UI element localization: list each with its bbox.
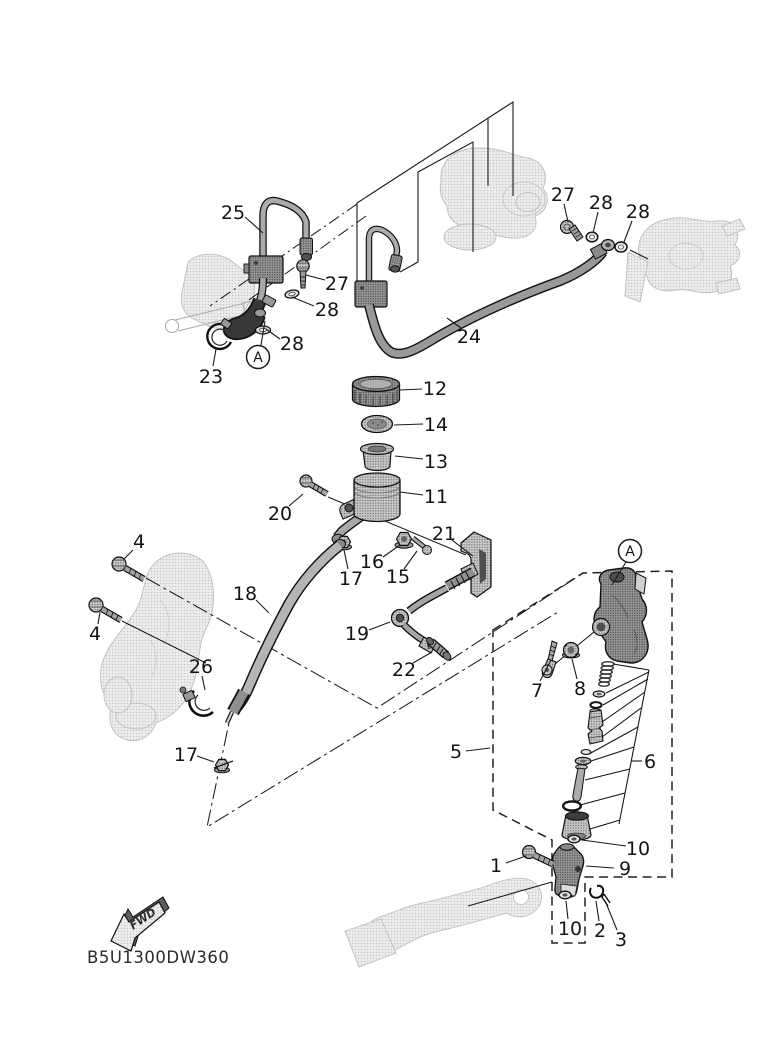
reservoir-cap-12	[353, 377, 400, 408]
leader-line	[566, 901, 568, 919]
callout-9[interactable]: 9	[618, 858, 632, 880]
leader-line	[564, 204, 568, 222]
washer-10-lower	[559, 891, 571, 899]
flange-nut-17-lower	[214, 759, 233, 772]
clevis-joint-9	[552, 844, 583, 897]
leader-line	[586, 866, 614, 868]
leader-line	[582, 840, 626, 846]
washer-28-left-upper	[284, 289, 299, 299]
callout-7[interactable]: 7	[530, 680, 544, 702]
cylinder-kit-6-leader-fan	[580, 664, 649, 829]
leader-line	[383, 545, 400, 557]
bolt-4-upper	[112, 557, 144, 579]
callout-4[interactable]: 4	[132, 531, 146, 553]
banjo-bolt-27-right	[561, 221, 584, 242]
leader-line	[266, 329, 280, 339]
callout-19[interactable]: 19	[344, 623, 370, 645]
leader-line	[394, 424, 423, 425]
cylinder-kit-6-parts	[562, 662, 614, 840]
leader-line	[306, 275, 325, 280]
callout-10[interactable]: 10	[557, 918, 583, 940]
callout-28[interactable]: 28	[588, 192, 614, 214]
leader-line	[369, 622, 390, 630]
callout-15[interactable]: 15	[385, 566, 411, 588]
callout-25[interactable]: 25	[220, 202, 246, 224]
reservoir-hose-18	[227, 540, 346, 724]
callout-27[interactable]: 27	[324, 273, 350, 295]
leader-line	[395, 456, 423, 459]
callout-17[interactable]: 17	[173, 744, 199, 766]
ghost-brake-pedal	[345, 878, 542, 967]
callout-22[interactable]: 22	[391, 659, 417, 681]
clip-2	[590, 886, 603, 898]
callout-24[interactable]: 24	[456, 326, 482, 348]
callout-28[interactable]: 28	[314, 299, 340, 321]
callout-12[interactable]: 12	[422, 378, 448, 400]
callout-13[interactable]: 13	[423, 451, 449, 473]
ghost-engine	[440, 148, 547, 250]
callout-10[interactable]: 10	[625, 838, 651, 860]
callout-27[interactable]: 27	[550, 184, 576, 206]
leader-line	[400, 492, 423, 495]
callout-3[interactable]: 3	[614, 929, 628, 951]
callout-11[interactable]: 11	[423, 486, 449, 508]
washer-28-right-a	[586, 232, 598, 242]
callout-21[interactable]: 21	[431, 523, 457, 545]
callout-2[interactable]: 2	[593, 920, 607, 942]
bolt-1	[522, 846, 553, 866]
fwd-arrow	[111, 897, 169, 951]
leader-line	[624, 221, 632, 242]
leader-line	[400, 389, 422, 390]
bolt-4-lower	[89, 598, 121, 620]
reservoir-tank-11	[332, 473, 400, 544]
leader-line	[202, 676, 205, 690]
washer-10-upper	[568, 835, 580, 843]
flange-nut-16	[395, 533, 413, 549]
part-code: B5U1300DW360	[87, 948, 230, 967]
leader-line	[197, 756, 214, 762]
callout-23[interactable]: 23	[198, 366, 224, 388]
fwd-label: FWD	[127, 905, 159, 933]
bracket-21	[461, 532, 491, 597]
callout-4[interactable]: 4	[88, 623, 102, 645]
reservoir-bolt-20	[300, 475, 327, 494]
brake-pipe-25	[263, 201, 313, 261]
callout-26[interactable]: 26	[188, 656, 214, 678]
callout-5[interactable]: 5	[449, 741, 463, 763]
leader-line	[344, 550, 348, 569]
leader-line	[466, 748, 490, 751]
detail-marker-label: A	[625, 544, 635, 560]
washer-28-right-b	[615, 242, 627, 252]
reservoir-diaphragm-14	[362, 416, 393, 433]
detail-marker-label: A	[253, 350, 263, 366]
leader-line	[124, 550, 133, 559]
leader-line	[292, 297, 314, 306]
callout-1[interactable]: 1	[489, 855, 503, 877]
leader-line	[213, 349, 216, 366]
leader-line	[506, 856, 526, 863]
callout-6[interactable]: 6	[643, 751, 657, 773]
callout-16[interactable]: 16	[359, 551, 385, 573]
leader-line	[606, 903, 617, 930]
leader-line	[593, 212, 598, 233]
leader-line	[596, 901, 599, 921]
callout-17[interactable]: 17	[338, 568, 364, 590]
callout-18[interactable]: 18	[232, 583, 258, 605]
brake-pipe-24-upper	[369, 229, 403, 283]
callout-14[interactable]: 14	[423, 414, 449, 436]
hose-junction-block-mid	[355, 281, 387, 307]
brake-hose-24	[369, 240, 615, 354]
locknut-8	[563, 643, 580, 659]
reservoir-boot-13	[361, 444, 394, 471]
ghost-brake-caliper	[625, 218, 745, 302]
leader-line	[572, 659, 577, 679]
banjo-bolt-27-left	[297, 260, 309, 288]
callout-28[interactable]: 28	[625, 201, 651, 223]
callout-8[interactable]: 8	[573, 678, 587, 700]
callout-20[interactable]: 20	[267, 503, 293, 525]
callout-28[interactable]: 28	[279, 333, 305, 355]
leader-line	[256, 600, 269, 613]
master-cylinder-body	[593, 568, 649, 663]
